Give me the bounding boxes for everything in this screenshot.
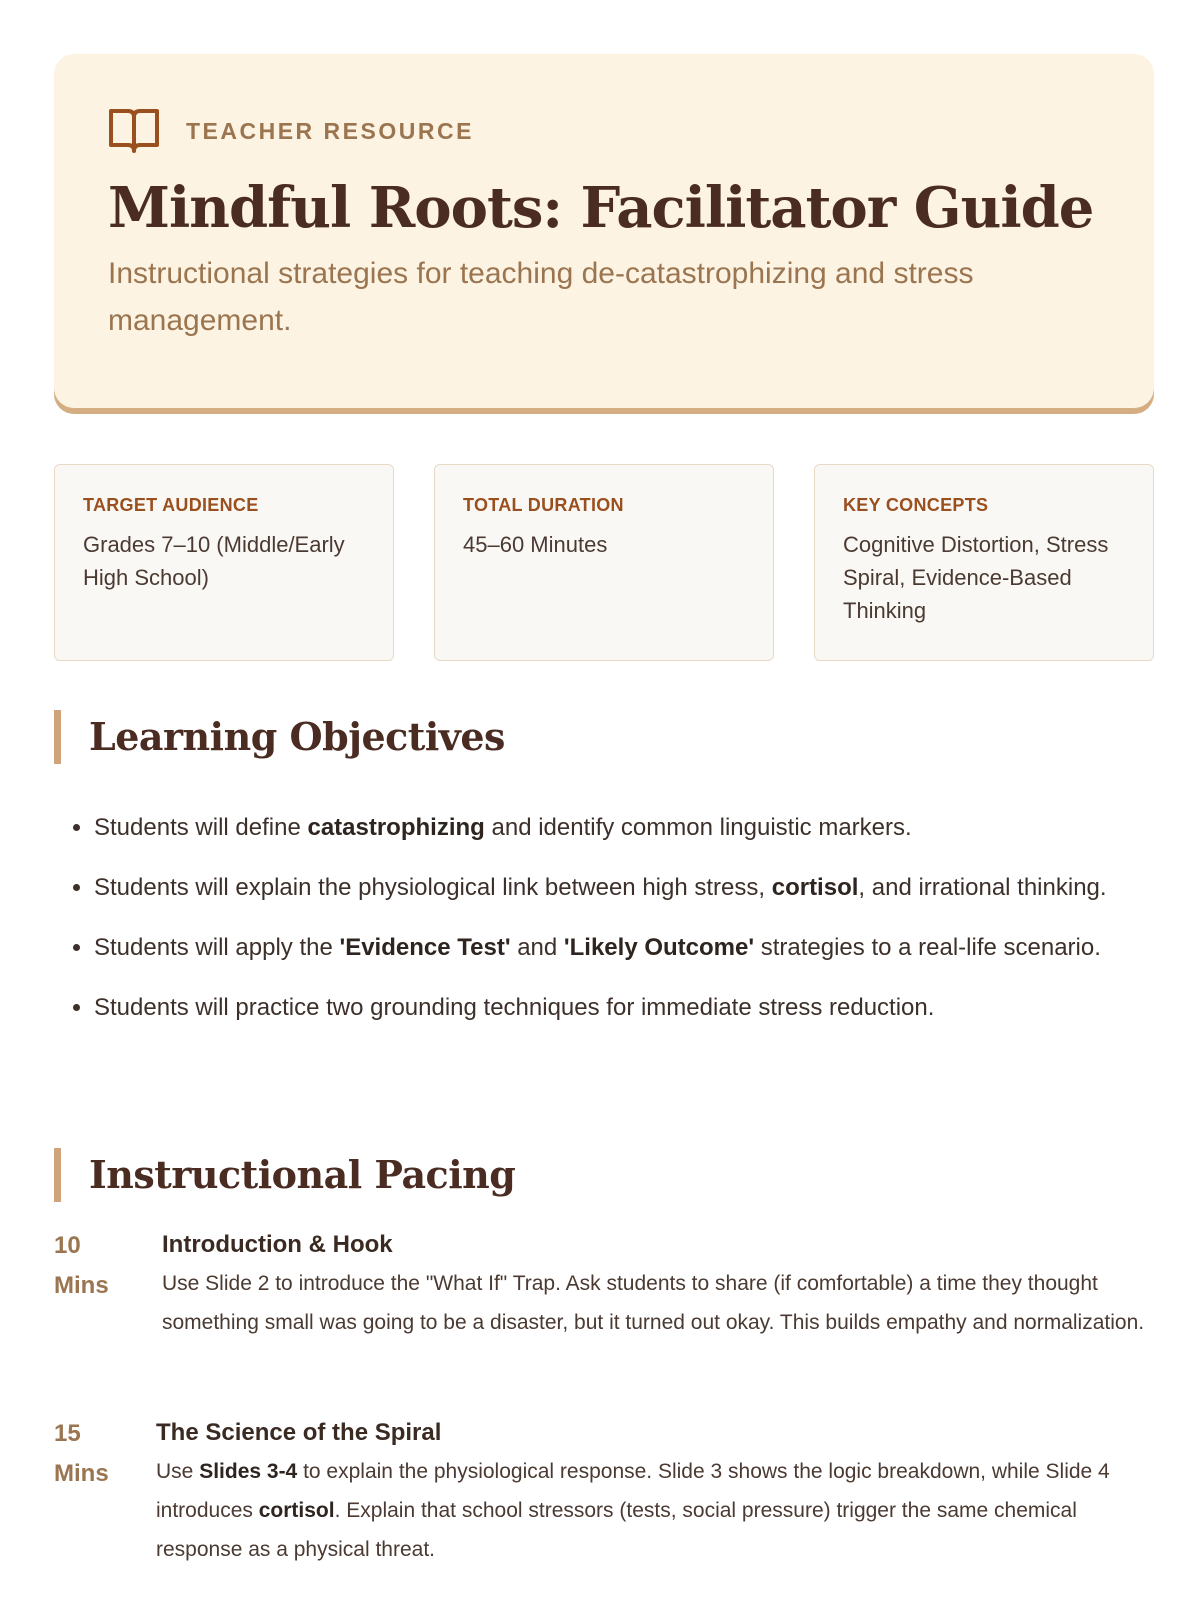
- card-label: TARGET AUDIENCE: [83, 495, 259, 515]
- objective-text: and identify common linguistic markers.: [484, 814, 912, 841]
- objective-text: Students will apply the: [94, 934, 340, 961]
- objective-text: Students will practice two grounding techniques for immediate stress reduction.: [94, 994, 935, 1021]
- page-subtitle: Instructional strategies for teaching de-catastrophizing and stress management.: [108, 257, 974, 337]
- pacing-title: The Science of the Spiral: [156, 1419, 442, 1446]
- page-title: Mindful Roots: Facilitator Guide: [108, 175, 1094, 241]
- pacing-content: [156, 1414, 1154, 1569]
- info-card-duration: [434, 464, 774, 661]
- book-icon: [108, 107, 160, 155]
- objective-term: 'Likely Outcome': [563, 934, 755, 961]
- objective-text: , and irrational thinking.: [858, 874, 1107, 901]
- pacing-text: . Explain that school stressors (tests, social pressure) trigger the same chemical response as a physical threat.: [156, 1499, 1077, 1561]
- duration-unit: Mins: [54, 1460, 109, 1487]
- pacing-step: [54, 1226, 1154, 1342]
- pacing-heading: Instructional Pacing: [54, 1148, 1154, 1202]
- pacing-text: to explain the physiological response. Slide 3 shows the logic breakdown, while Slide 4 introduces: [156, 1460, 1110, 1522]
- info-card-audience: [54, 464, 394, 661]
- pacing-duration: [54, 1226, 162, 1342]
- card-value: Grades 7–10 (Middle/Early High School): [83, 532, 345, 590]
- objective-term: 'Evidence Test': [339, 934, 511, 961]
- pacing-duration: [54, 1414, 156, 1569]
- card-label: TOTAL DURATION: [463, 495, 624, 515]
- card-value: Cognitive Distortion, Stress Spiral, Evidence-Based Thinking: [843, 532, 1109, 623]
- eyebrow-label: TEACHER RESOURCE: [186, 117, 474, 144]
- pacing-text: Use: [156, 1460, 200, 1483]
- pacing-term: cortisol: [258, 1499, 335, 1522]
- duration-number: 15: [54, 1420, 81, 1447]
- pacing-term: Slides 3-4: [199, 1460, 298, 1483]
- pacing-description: Use Slide 2 to introduce the "What If" Trap. Ask students to share (if comfortable) a time they thought something small was going to be a disaster, but it turned out okay. This builds empathy and normalization.: [162, 1272, 1145, 1334]
- duration-number: 10: [54, 1232, 81, 1259]
- pacing-content: [162, 1226, 1154, 1342]
- objective-text: and: [510, 934, 564, 961]
- objectives-heading: Learning Objectives: [54, 710, 1154, 764]
- card-label: KEY CONCEPTS: [843, 495, 989, 515]
- objective-term: catastrophizing: [307, 814, 485, 841]
- header-eyebrow-row: [108, 108, 1100, 154]
- header-card: [54, 54, 1154, 408]
- objective-text: Students will define: [94, 814, 308, 841]
- duration-unit: Mins: [54, 1272, 109, 1299]
- list-item: [94, 808, 1154, 848]
- card-value: 45–60 Minutes: [463, 532, 608, 557]
- list-item: [94, 988, 1154, 1028]
- list-item: [94, 868, 1154, 908]
- pacing-description: [156, 1452, 1154, 1569]
- list-item: [94, 928, 1154, 968]
- objective-text: Students will explain the physiological link between high stress,: [94, 874, 772, 901]
- objective-term: cortisol: [771, 874, 859, 901]
- objectives-list: [94, 808, 1154, 1048]
- info-card-concepts: [814, 464, 1154, 661]
- objective-text: strategies to a real-life scenario.: [754, 934, 1101, 961]
- pacing-step: [54, 1414, 1154, 1569]
- info-cards: [54, 464, 1154, 661]
- pacing-title: Introduction & Hook: [162, 1231, 393, 1258]
